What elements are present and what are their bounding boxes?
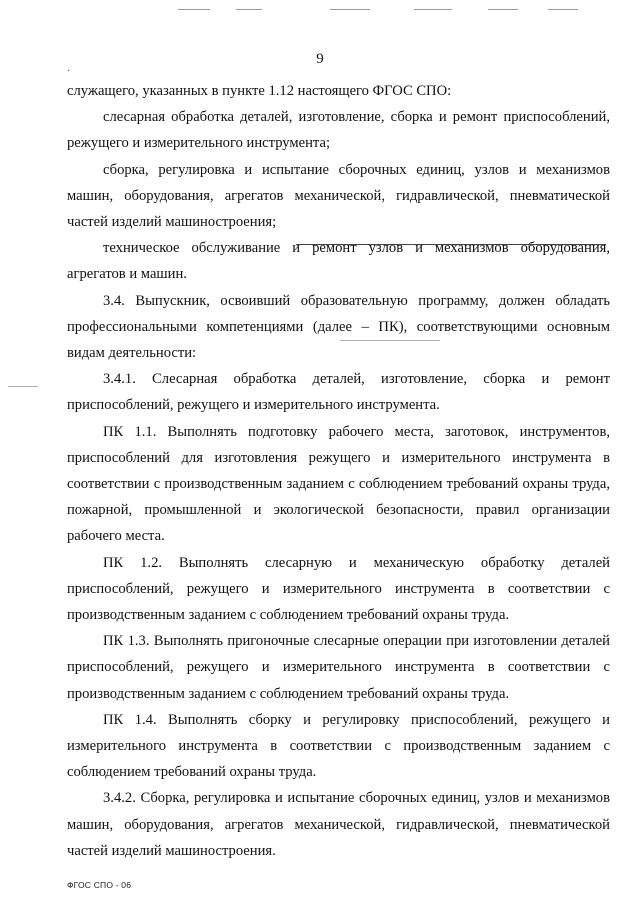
page-number: 9 [316,51,324,67]
margin-scan-artifact [8,386,38,387]
top-scan-rule [236,9,262,10]
paragraph: сборка, регулировка и испытание сборочных единиц, узлов и механизмов машин, оборудования, агрегатов механической, гидравлической, пневматической частей изделий машиностроения; [67,161,610,231]
paragraph: служащего, указанных в пункте 1.12 настоящего ФГОС СПО: [67,83,452,99]
competency-item: ПК 1.3. Выполнять пригоночные слесарные операции при изготовлении деталей приспособлений, режущего и измерительного инструмента в соответствии с производственным заданием с соблюдением требований охраны труда. [67,633,610,702]
top-scan-rule [548,9,578,10]
competency-item: ПК 1.1. Выполнять подготовку рабочего места, заготовок, инструментов, приспособлений для изготовления режущего и измерительного инструмента в соответствии с производственным заданием с соблюдением требований охраны труда, пожарной, промышленной и экологической безопасности, правил организации рабочего места. [67,423,610,545]
section-heading: 3.4.2. Сборка, регулировка и испытание сборочных единиц, узлов и механизмов машин, оборудования, агрегатов механической, гидравлической, пневматической частей изделий машиностроения. [67,790,610,859]
top-scan-rule [414,9,452,10]
section-heading: 3.4.1. Слесарная обработка деталей, изготовление, сборка и ремонт приспособлений, режущего и измерительного инструмента. [67,371,610,414]
top-scan-rule [330,9,370,10]
footer-doc-code: ФГОС СПО - 06 [67,880,132,890]
paragraph: 3.4. Выпускник, освоивший образовательную программу, должен обладать профессиональными компетенциями (далее – ПК), соответствующими основным видам деятельности: [67,292,610,362]
body-text [67,78,610,864]
paragraph: слесарная обработка деталей, изготовление, сборка и ремонт приспособлений, режущего и измерительного инструмента; [67,109,610,152]
top-scan-rule [178,9,210,10]
scan-speck: · [67,66,71,77]
competency-item: ПК 1.4. Выполнять сборку и регулировку приспособлений, режущего и измерительного инструмента в соответствии с производственным заданием с соблюдением требований охраны труда. [67,711,610,781]
paragraph: техническое обслуживание и ремонт узлов и механизмов оборудования, агрегатов и машин. [67,240,610,283]
top-scan-rule [488,9,518,10]
competency-item: ПК 1.2. Выполнять слесарную и механическую обработку деталей приспособлений, режущего и измерительного инструмента в соответствии с производственным заданием с соблюдением требований охраны труда. [67,554,610,624]
